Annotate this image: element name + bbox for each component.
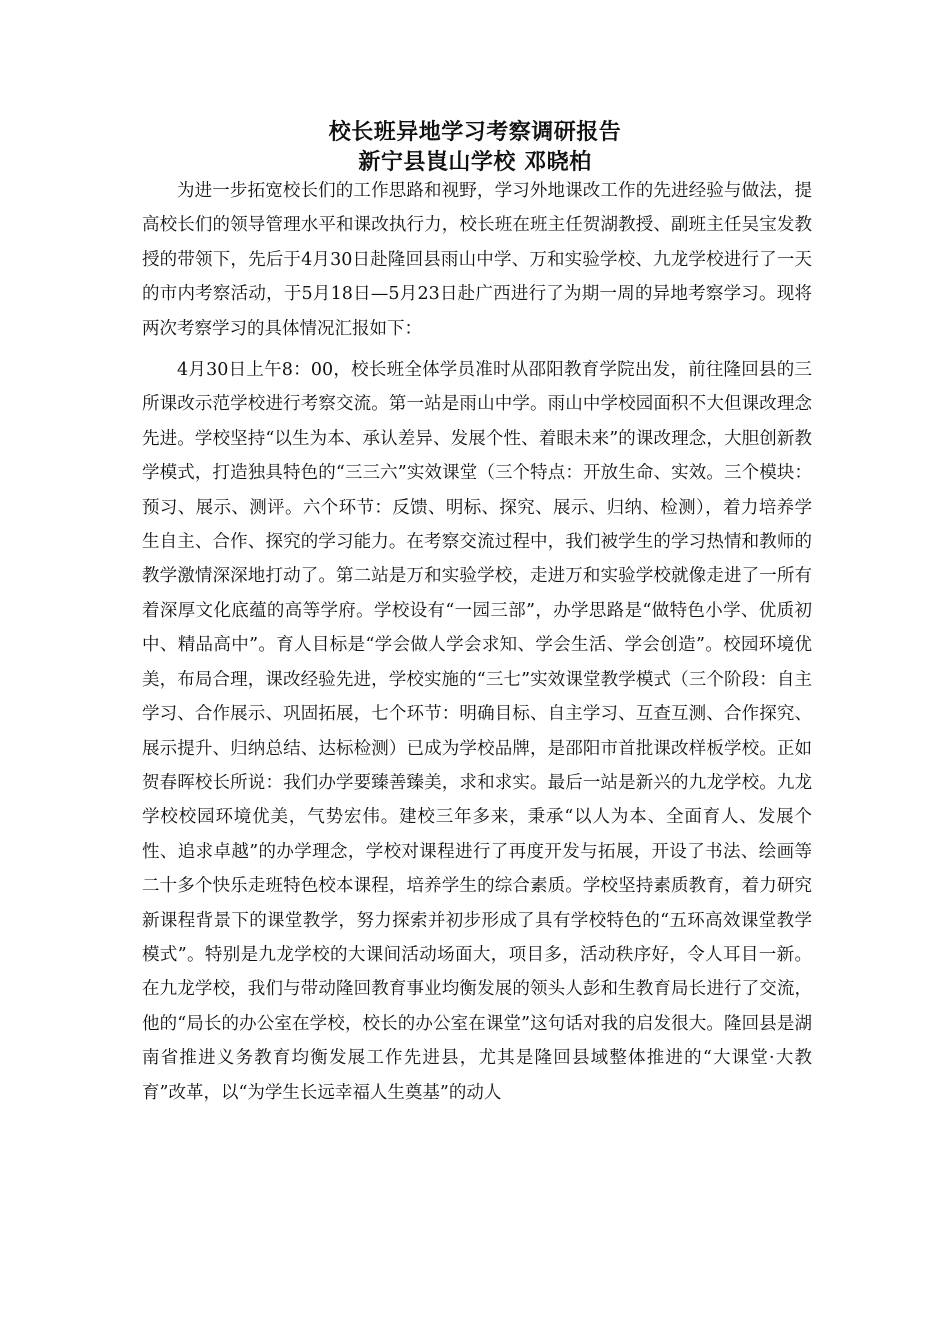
document-body xyxy=(142,174,812,1110)
body-paragraph: 为进一步拓宽校长们的工作思路和视野，学习外地课改工作的先进经验与做法，提高校长们的领导管理水平和课改执行力，校长班在班主任贺湖教授、副班主任吴宝发教授的带领下，先后于4月30日赴隆回县雨山中学、万和实验学校、九龙学校进行了一天的市内考察活动，于5月18日—5月23日赴广西进行了为期一周的异地考察学习。现将两次考察学习的具体情况汇报如下： xyxy=(142,181,812,339)
title-block xyxy=(0,118,950,176)
document-title: 校长班异地学习考察调研报告 xyxy=(328,119,622,145)
author-line: 新宁县崀山学校 邓晓柏 xyxy=(358,149,592,175)
body-paragraph: 4月30日上午8：00，校长班全体学员准时从邵阳教育学院出发，前往隆回县的三所课改示范学校进行考察交流。第一站是雨山中学。雨山中学校园面积不大但课改理念先进。学校坚持“以生为本、承认差异、发展个性、着眼未来”的课改理念，大胆创新教学模式，打造独具特色的“三三六”实效课堂（三个特点：开放生命、实效。三个模块：预习、展示、测评。六个环节：反馈、明标、探究、展示、归纳、检测），着力培养学生自主、合作、探究的学习能力。在考察交流过程中，我们被学生的学习热情和教师的教学激情深深地打动了。第二站是万和实验学校，走进万和实验学校就像走进了一所有着深厚文化底蕴的高等学府。学校设有“一园三部”，办学思路是“做特色小学、优质初中、精品高中”。育人目标是“学会做人学会求知、学会生活、学会创造”。校园环境优美，布局合理，课改经验先进，学校实施的“三七”实效课堂教学模式（三个阶段：自主学习、合作展示、巩固拓展，七个环节：明确目标、自主学习、互查互测、合作探究、展示提升、归纳总结、达标检测）已成为学校品牌，是邵阳市首批课改样板学校。正如贺春晖校长所说：我们办学要臻善臻美，求和求实。最后一站是新兴的九龙学校。九龙学校校园环境优美，气势宏伟。建校三年多来，秉承“以人为本、全面育人、发展个性、追求卓越”的办学理念，学校对课程进行了再度开发与拓展，开设了书法、绘画等二十多个快乐走班特色校本课程，培养学生的综合素质。学校坚持素质教育，着力研究新课程背景下的课堂教学，努力探索并初步形成了具有学校特色的“五环高效课堂教学模式”。特别是九龙学校的大课间活动场面大，项目多，活动秩序好，令人耳目一新。在九龙学校，我们与带动隆回教育事业均衡发展的领头人彭和生教育局长进行了交流，他的“局长的办公室在学校，校长的办公室在课堂”这句话对我的启发很大。隆回县是湖南省推进义务教育均衡发展工作先进县，尤其是隆回县域整体推进的“大课堂·大教育”改革，以“为学生长远幸福人生奠基”的动人 xyxy=(142,360,812,1103)
